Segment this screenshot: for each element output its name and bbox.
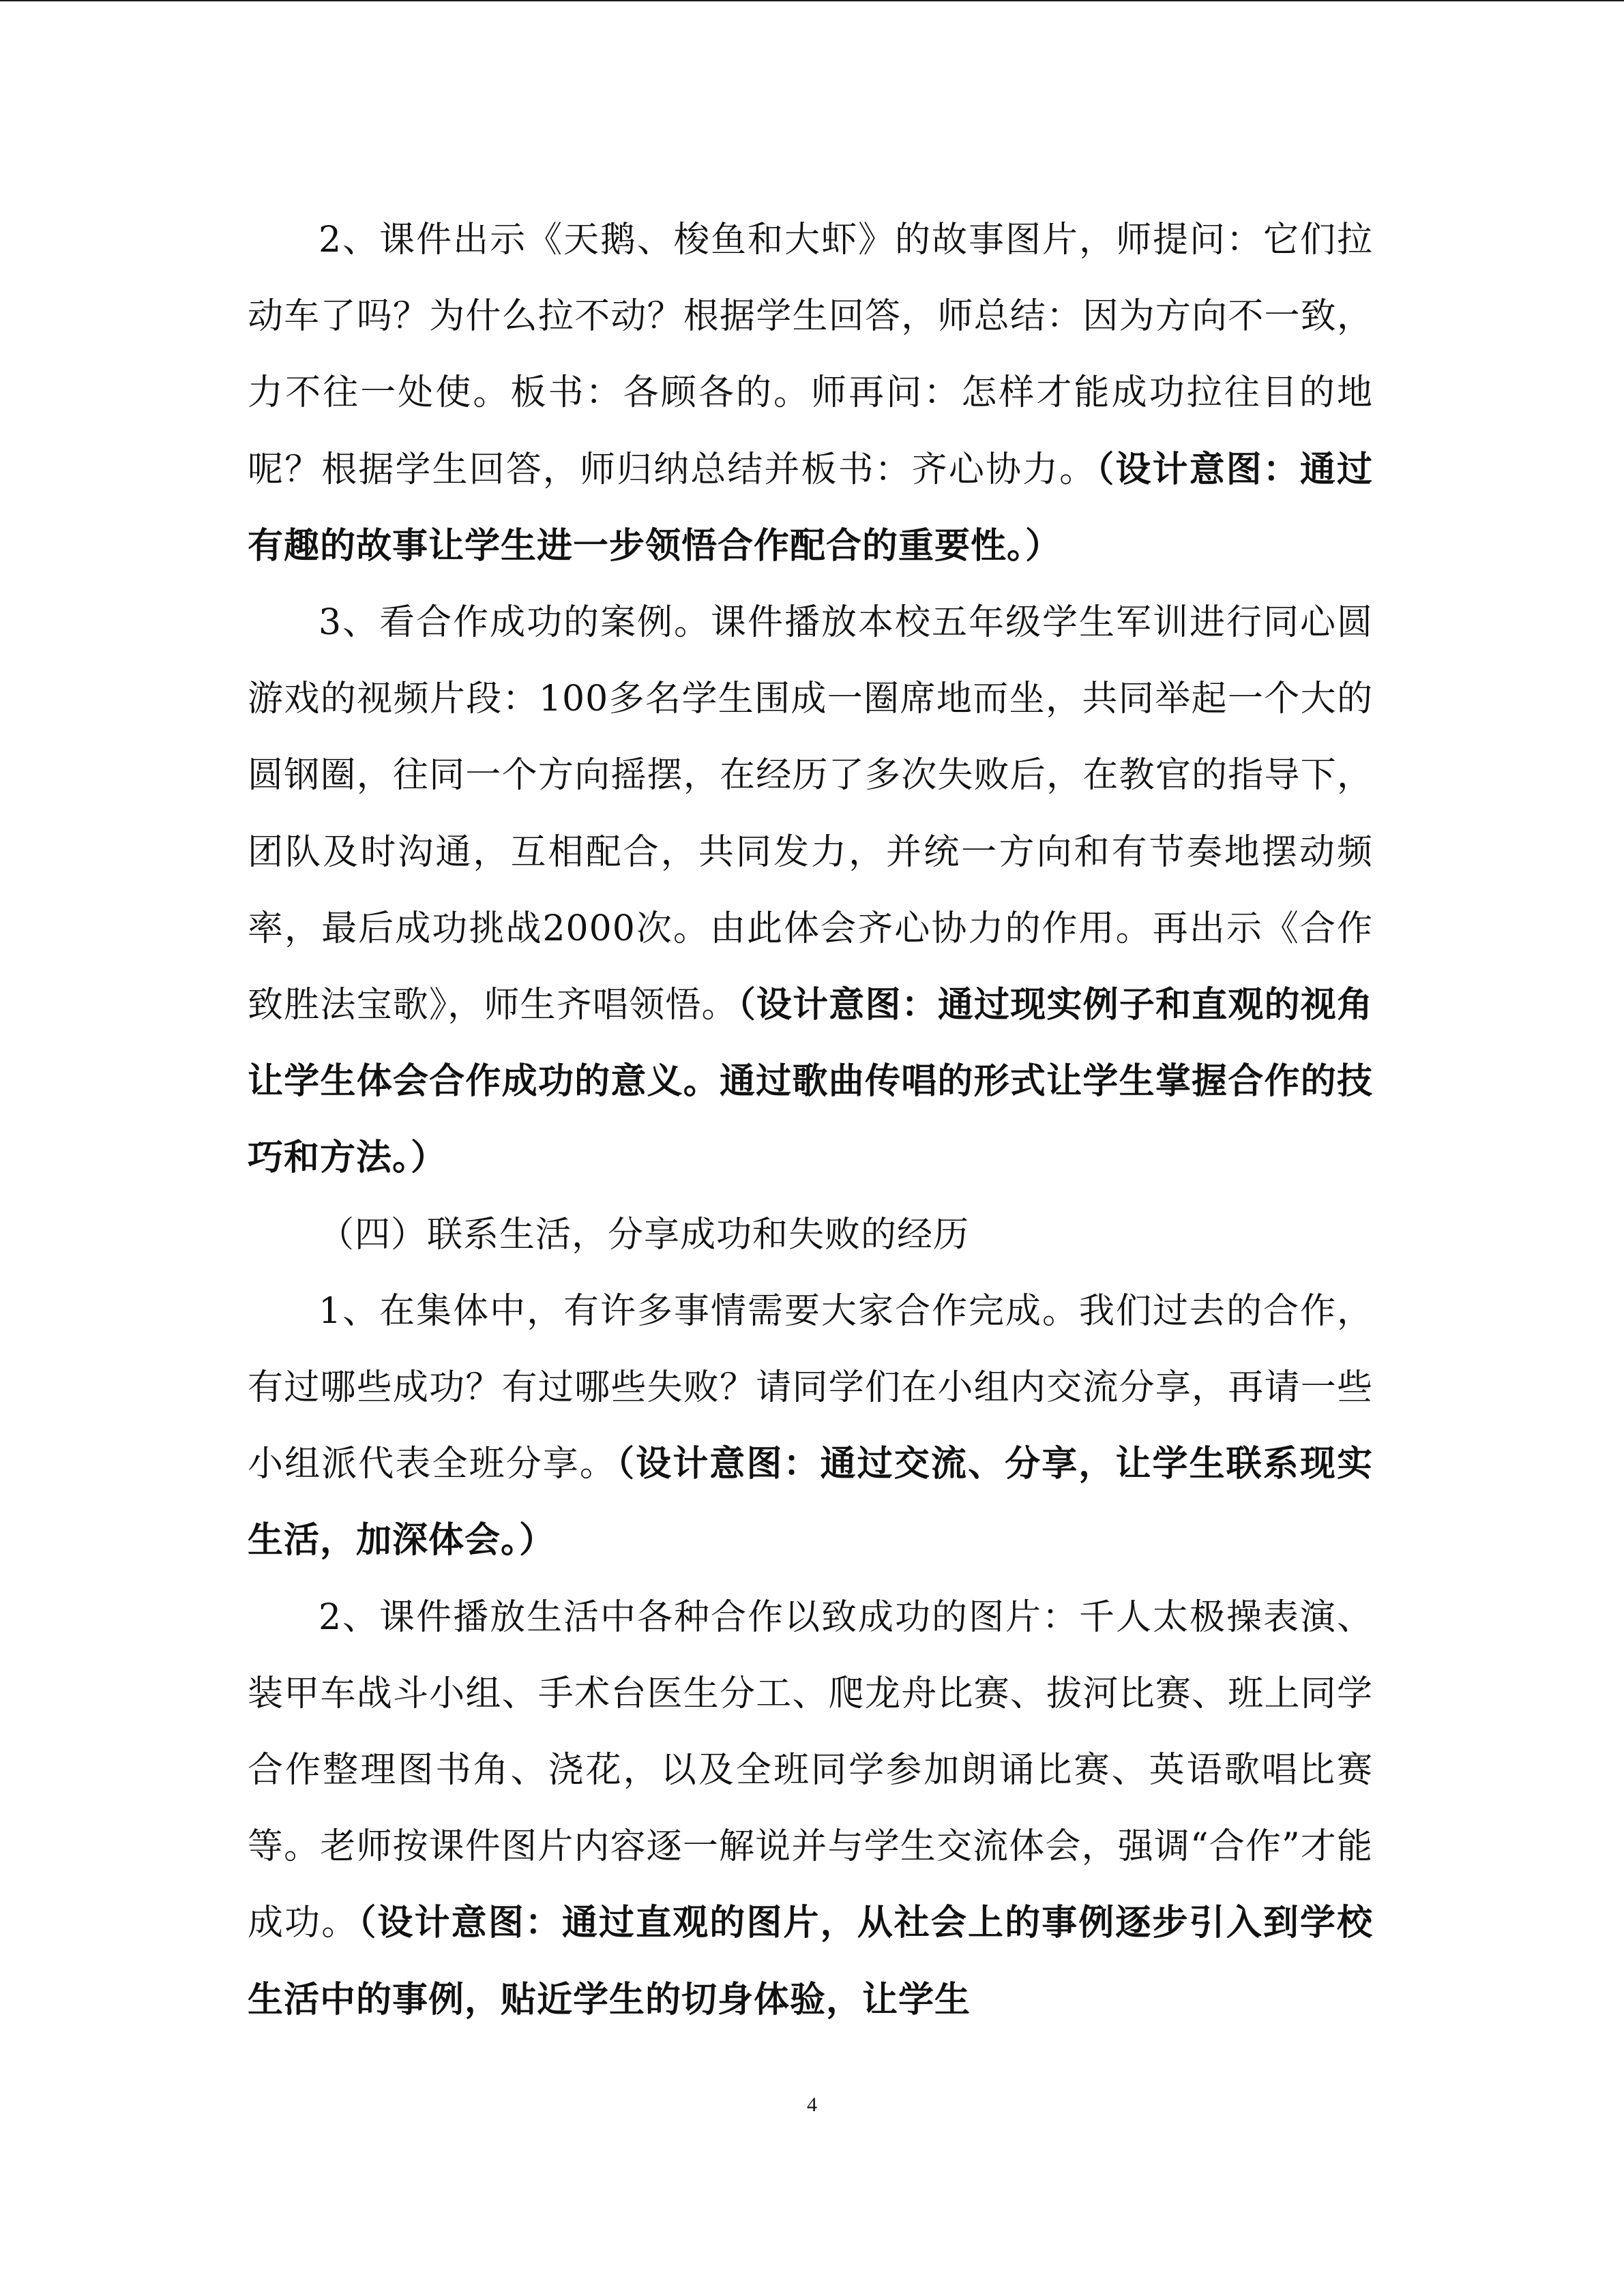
section-heading: （四）联系生活，分享成功和失败的经历 bbox=[319, 1214, 970, 1255]
body-text bbox=[248, 202, 1373, 2038]
paragraph-life-cooperation bbox=[248, 1579, 1373, 2038]
design-intent-note: （设计意图：通过直观的图片，从社会上的事例逐步引入到学校生活中的事例，贴近学生的切身体验，让学生 bbox=[248, 1902, 1373, 2021]
paragraph-share-experience bbox=[248, 1273, 1373, 1579]
design-intent-note: （设计意图：通过有趣的故事让学生进一步领悟合作配合的重要性。） bbox=[248, 448, 1373, 567]
paragraph-text: 2、课件出示《天鹅、梭鱼和大虾》的故事图片，师提问：它们拉动车了吗？为什么拉不动？根据学生回答，师总结：因为方向不一致，力不往一处使。板书：各顾各的。师再问：怎样才能成功拉往目的地呢？根据学生回答，师归纳总结并板书：齐心协力。 bbox=[248, 220, 1373, 490]
top-border-line bbox=[0, 0, 1624, 1]
paragraph-text: 3、看合作成功的案例。课件播放本校五年级学生军训进行同心圆游戏的视频片段：100多名学生围成一圈席地而坐，共同举起一个大的圆钢圈，往同一个方向摇摆，在经历了多次失败后，在教官的指导下，团队及时沟通，互相配合，共同发力，并统一方向和有节奏地摆动频率，最后成功挑战2000次。由此体会齐心协力的作用。再出示《合作致胜法宝歌》，师生齐唱领悟。 bbox=[248, 602, 1373, 1026]
paragraph-text: 2、课件播放生活中各种合作以致成功的图片：千人太极操表演、装甲车战斗小组、手术台医生分工、爬龙舟比赛、拔河比赛、班上同学合作整理图书角、浇花，以及全班同学参加朗诵比赛、英语歌唱比赛等。老师按课件图片内容逐一解说并与学生交流体会，强调“合作”才能成功。 bbox=[248, 1596, 1373, 1944]
design-intent-note: （设计意图：通过交流、分享，让学生联系现实生活，加深体会。） bbox=[248, 1443, 1373, 1562]
page-number: 4 bbox=[807, 2093, 817, 2116]
design-intent-note: （设计意图：通过现实例子和直观的视角让学生体会合作成功的意义。通过歌曲传唱的形式让学生掌握合作的技巧和方法。） bbox=[248, 984, 1373, 1179]
paragraph-story-swan bbox=[248, 202, 1373, 584]
paragraph-success-case bbox=[248, 584, 1373, 1197]
paragraph-text: 1、在集体中，有许多事情需要大家合作完成。我们过去的合作，有过哪些成功？有过哪些失败？请同学们在小组内交流分享，再请一些小组派代表全班分享。 bbox=[248, 1290, 1373, 1485]
